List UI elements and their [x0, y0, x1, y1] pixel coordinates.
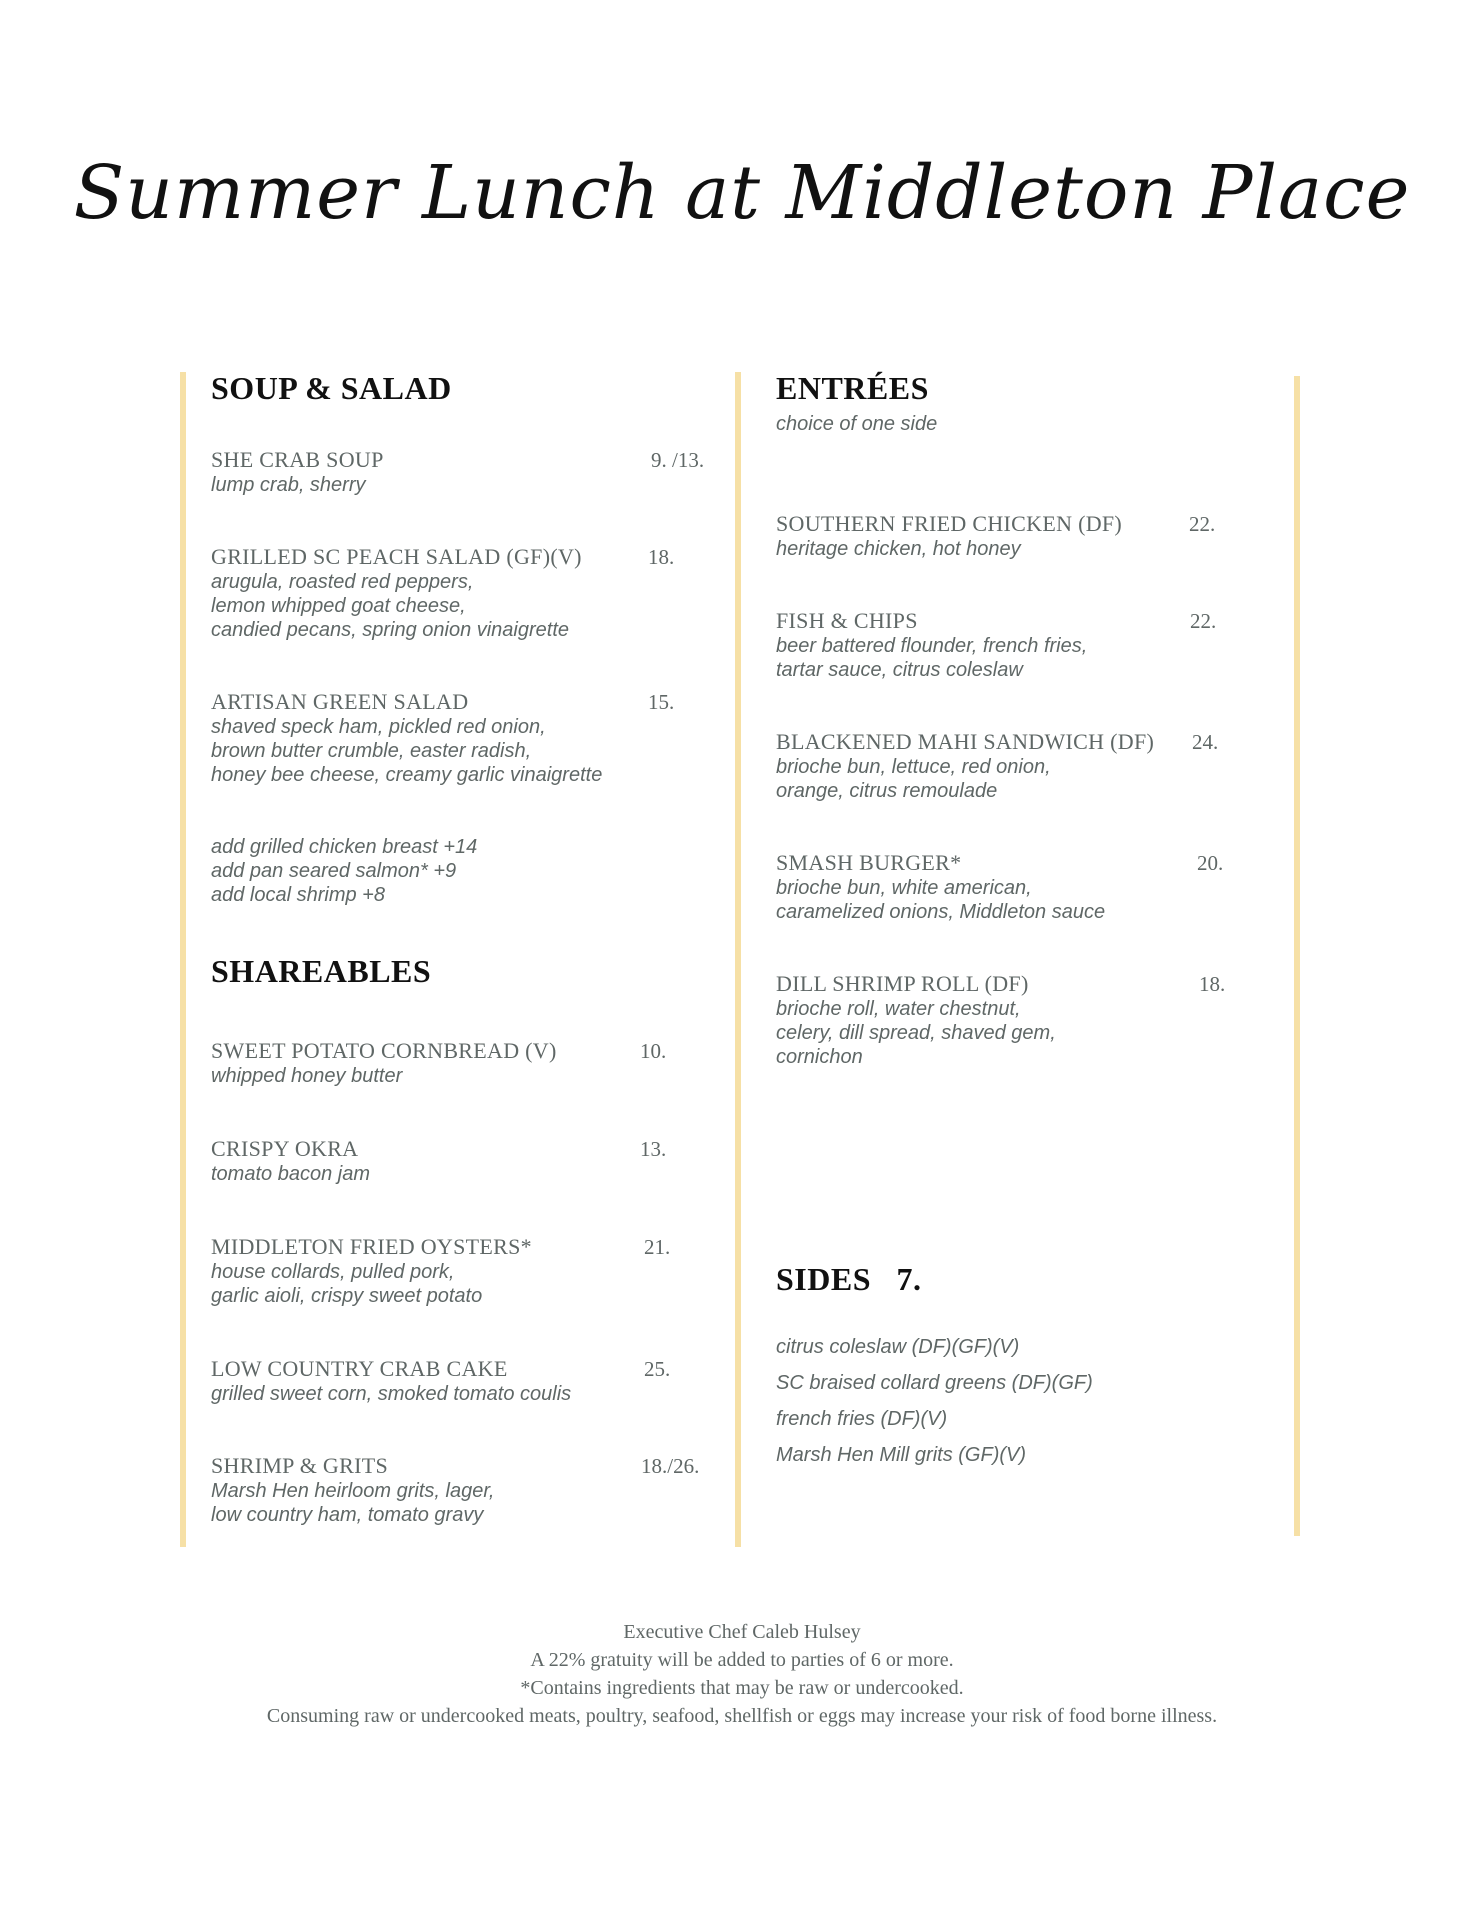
soup-salad-heading: SOUP & SALAD	[211, 370, 452, 406]
item-description: beer battered flounder, french fries, tartar sauce, citrus coleslaw	[776, 635, 1088, 681]
item-price: 9. /13.	[651, 448, 705, 472]
left-divider	[180, 372, 186, 1547]
item-price: 18.	[648, 545, 675, 569]
sides-price: 7.	[896, 1261, 922, 1297]
item-price: 22.	[1190, 609, 1217, 633]
item-price: 22.	[1189, 512, 1216, 536]
center-divider	[735, 372, 741, 1547]
footer-chef-line: Executive Chef Caleb Hulsey	[623, 1621, 861, 1643]
item-price: 13.	[640, 1137, 667, 1161]
sides-heading-label: SIDES	[776, 1261, 871, 1297]
item-price: 18./26.	[641, 1454, 700, 1478]
item-description: heritage chicken, hot honey	[776, 538, 1021, 560]
side-item: SC braised collard greens (DF)(GF)	[776, 1372, 1093, 1394]
item-name: LOW COUNTRY CRAB CAKE	[211, 1356, 508, 1381]
entrees-heading: ENTRÉES	[776, 370, 929, 406]
item-name: BLACKENED MAHI SANDWICH (DF)	[776, 729, 1155, 754]
sides-heading	[776, 1261, 922, 1298]
menu-title: Summer Lunch at Middleton Place	[73, 150, 1411, 236]
item-description: arugula, roasted red peppers, lemon whipped goat cheese, candied pecans, spring onion vinaigrette	[211, 571, 570, 641]
addon-item: add local shrimp +8	[211, 884, 385, 906]
item-price: 15.	[648, 690, 675, 714]
addon-item: add grilled chicken breast +14	[211, 836, 478, 858]
footer-health-warning: Consuming raw or undercooked meats, poultry, seafood, shellfish or eggs may increase your risk of food borne illness.	[266, 1705, 1218, 1727]
footer-raw-notice: *Contains ingredients that may be raw or undercooked.	[520, 1677, 964, 1699]
menu-item-southern-fried-chicken	[776, 511, 1176, 561]
item-description: whipped honey butter	[211, 1065, 403, 1087]
item-description: brioche roll, water chestnut, celery, dill spread, shaved gem, cornichon	[776, 998, 1056, 1068]
item-name: ARTISAN GREEN SALAD	[211, 689, 469, 714]
menu-item-middleton-fried-oysters	[211, 1234, 631, 1308]
item-name: SMASH BURGER*	[776, 850, 962, 875]
menu-item-artisan-green-salad	[211, 689, 651, 787]
addon-item: add pan seared salmon* +9	[211, 860, 457, 882]
menu-footer	[0, 1618, 1484, 1730]
item-name: CRISPY OKRA	[211, 1136, 359, 1161]
salad-addons	[211, 835, 477, 907]
right-divider	[1294, 376, 1300, 1536]
item-description: lump crab, sherry	[211, 474, 366, 496]
menu-item-crispy-okra	[211, 1136, 631, 1186]
item-price: 25.	[644, 1357, 671, 1381]
menu-item-smash-burger	[776, 850, 1176, 924]
menu-item-blackened-mahi-sandwich	[776, 729, 1186, 803]
side-item: Marsh Hen Mill grits (GF)(V)	[776, 1444, 1027, 1466]
item-description: house collards, pulled pork, garlic aioli, crispy sweet potato	[211, 1261, 483, 1307]
item-description: grilled sweet corn, smoked tomato coulis	[211, 1383, 572, 1405]
item-name: SHE CRAB SOUP	[211, 447, 384, 472]
menu-item-sweet-potato-cornbread	[211, 1038, 631, 1088]
menu-item-shrimp-and-grits	[211, 1453, 631, 1527]
item-description: Marsh Hen heirloom grits, lager, low country ham, tomato gravy	[211, 1480, 495, 1526]
item-name: FISH & CHIPS	[776, 608, 918, 633]
menu-item-grilled-peach-salad	[211, 544, 651, 642]
side-item: citrus coleslaw (DF)(GF)(V)	[776, 1336, 1020, 1358]
item-name: MIDDLETON FRIED OYSTERS*	[211, 1234, 532, 1259]
shareables-heading: SHAREABLES	[211, 953, 432, 989]
item-price: 21.	[644, 1235, 671, 1259]
item-name: SOUTHERN FRIED CHICKEN (DF)	[776, 511, 1123, 536]
side-item: french fries (DF)(V)	[776, 1408, 948, 1430]
item-description: brioche bun, lettuce, red onion, orange, citrus remoulade	[776, 756, 1051, 802]
item-name: SHRIMP & GRITS	[211, 1453, 388, 1478]
item-description: shaved speck ham, pickled red onion, brown butter crumble, easter radish, honey bee cheese, creamy garlic vinaigrette	[211, 716, 603, 786]
entrees-subheading: choice of one side	[776, 413, 938, 435]
item-price: 24.	[1192, 730, 1219, 754]
item-description: brioche bun, white american, caramelized onions, Middleton sauce	[776, 877, 1106, 923]
item-description: tomato bacon jam	[211, 1163, 370, 1185]
menu-item-fish-and-chips	[776, 608, 1176, 682]
menu-item-low-country-crab-cake	[211, 1356, 651, 1406]
item-name: DILL SHRIMP ROLL (DF)	[776, 971, 1029, 996]
sides-list	[776, 1336, 1093, 1480]
item-price: 20.	[1197, 851, 1224, 875]
item-price: 10.	[640, 1039, 667, 1063]
menu-item-she-crab-soup	[211, 447, 631, 497]
item-name: SWEET POTATO CORNBREAD (V)	[211, 1038, 557, 1063]
item-name: GRILLED SC PEACH SALAD (GF)(V)	[211, 544, 582, 569]
menu-item-dill-shrimp-roll	[776, 971, 1176, 1069]
item-price: 18.	[1199, 972, 1226, 996]
footer-gratuity-line: A 22% gratuity will be added to parties of 6 or more.	[530, 1649, 954, 1671]
